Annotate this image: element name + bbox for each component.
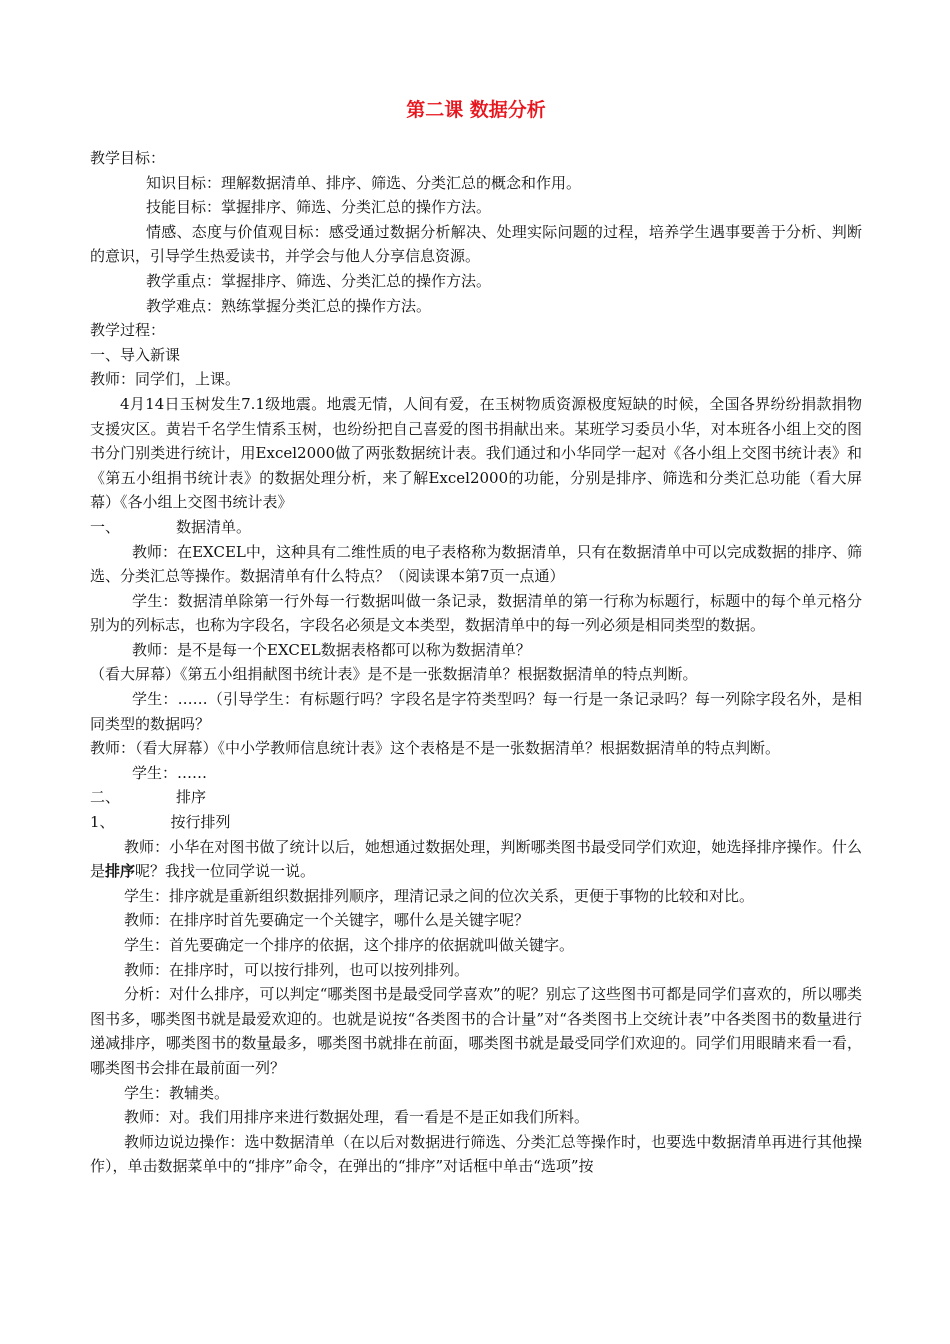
section-1-paragraph: 学生：数据清单除第一行外每一行数据叫做一条记录，数据清单的第一行称为标题行，标题中的每个单元格分别为的列标志，也称为字段名，字段名必须是文本类型，数据清单中的每一列必须是相同类型的数据。 [90,591,862,635]
subsection-title: 按行排列 [170,813,231,832]
document-page [90,96,862,1179]
section-2-paragraph: 学生：教辅类。 [124,1083,230,1102]
section-2-paragraph: 学生：首先要确定一个排序的依据，这个排序的依据就叫做关键字。 [124,936,575,954]
subsection-heading [90,810,862,835]
section-2-paragraph: 教师边说边操作：选中数据清单（在以后对数据进行筛选、分类汇总等操作时，也要选中数据清单再进行其他操作），单击数据菜单中的“排序”命令，在弹出的“排序”对话框中单击“选项”按 [90,1132,862,1176]
teaching-key-point: 教学重点：掌握排序、筛选、分类汇总的操作方法。 [146,271,492,290]
section-2-heading [90,785,862,810]
section-2-paragraph: 学生：排序就是重新组织数据排列顺序，理清记录之间的位次关系，更便于事物的比较和对比。 [124,886,755,905]
section-2-paragraph: 教师：在排序时，可以按行排列，也可以按列排列。 [124,960,470,979]
knowledge-goal: 知识目标：理解数据清单、排序、筛选、分类汇总的概念和作用。 [146,173,582,192]
section-2-title: 排序 [176,788,207,807]
section-2-paragraph: 分析：对什么排序，可以判定“哪类图书是最受同学喜欢”的呢？别忘了这些图书可都是同学们喜欢的，所以哪类图书多，哪类图书就是最爱欢迎的。也就是说按“各类图书的合计量”对“各类图书上交统计表”中各类图书的数量进行递减排序，哪类图书的数量最多，哪类图书就排在前面，哪类图书就是最受同学们欢迎的。同学们用眼睛来看一看，哪类图书会排在最前面一列？ [90,985,862,1077]
section-2-paragraph: 教师：小华在对图书做了统计以后，她想通过数据处理，判断哪类图书最受同学们欢迎，她选择排序操作。什么是排序呢？我找一位同学说一说。 [90,837,862,881]
intro-story: 4月14日玉树发生7.1级地震。地震无情，人间有爱，在玉树物质资源极度短缺的时候，全国各界纷纷捐款捐物支援灾区。黄岩千名学生情系玉树，也纷纷把自己喜爱的图书捐献出来。某班学习委员小华，对本班各小组上交的图书分门别类进行统计，用Excel2000做了两张数据统计表。我们通过和小华同学一起对《各小组上交图书统计表》和《第五小组捐书统计表》的数据处理分析，来了解Excel2000的功能，分别是排序、筛选和分类汇总功能（看大屏幕）《各小组上交图书统计表》 [90,394,862,512]
section-1-paragraph: 教师：（看大屏幕）《中小学教师信息统计表》这个表格是不是一张数据清单？根据数据清单的特点判断。 [90,739,781,758]
intro-heading: 一、导入新课 [90,345,181,364]
section-1-paragraph: 学生：……（引导学生：有标题行吗？字段名是字符类型吗？每一行是一条记录吗？每一列除字段名外，是相同类型的数据吗？ [90,690,862,733]
skill-goal: 技能目标：掌握排序、筛选、分类汇总的操作方法。 [146,198,492,217]
section-2-paragraph: 教师：在排序时首先要确定一个关键字，哪什么是关键字呢？ [124,911,530,930]
section-1-number: 一、 [90,517,121,536]
document-title: 第二课 数据分析 [406,99,546,121]
section-1-title: 数据清单。 [176,517,252,536]
section-1-paragraph: 教师：是不是每一个EXCEL数据表格都可以称为数据清单？ [132,640,531,659]
section-1-paragraph: 教师：在EXCEL中，这种具有二维性质的电子表格称为数据清单，只有在数据清单中可以完成数据的排序、筛选、分类汇总等操作。数据清单有什么特点？（阅读课本第7页一点通） [90,542,862,586]
section-1-paragraph: （看大屏幕）《第五小组捐献图书统计表》是不是一张数据清单？根据数据清单的特点判断。 [90,665,698,684]
section-2-paragraph: 教师：对。我们用排序来进行数据处理，看一看是不是正如我们所料。 [124,1108,590,1127]
subsection-number: 1、 [90,813,115,832]
bold-term: 排序 [105,862,136,881]
teaching-difficulty: 教学难点：熟练掌握分类汇总的操作方法。 [146,296,432,315]
goals-heading: 教学目标： [90,149,166,167]
section-1-heading [90,515,862,540]
process-heading: 教学过程： [90,321,166,340]
section-1-paragraph: 学生：…… [132,763,208,782]
section-2-number: 二、 [90,788,121,807]
teacher-greeting: 教师：同学们，上课。 [90,370,241,389]
emotion-goal: 情感、态度与价值观目标：感受通过数据分析解决、处理实际问题的过程，培养学生遇事要善于分析、判断的意识，引导学生热爱读书，并学会与他人分享信息资源。 [90,222,862,266]
